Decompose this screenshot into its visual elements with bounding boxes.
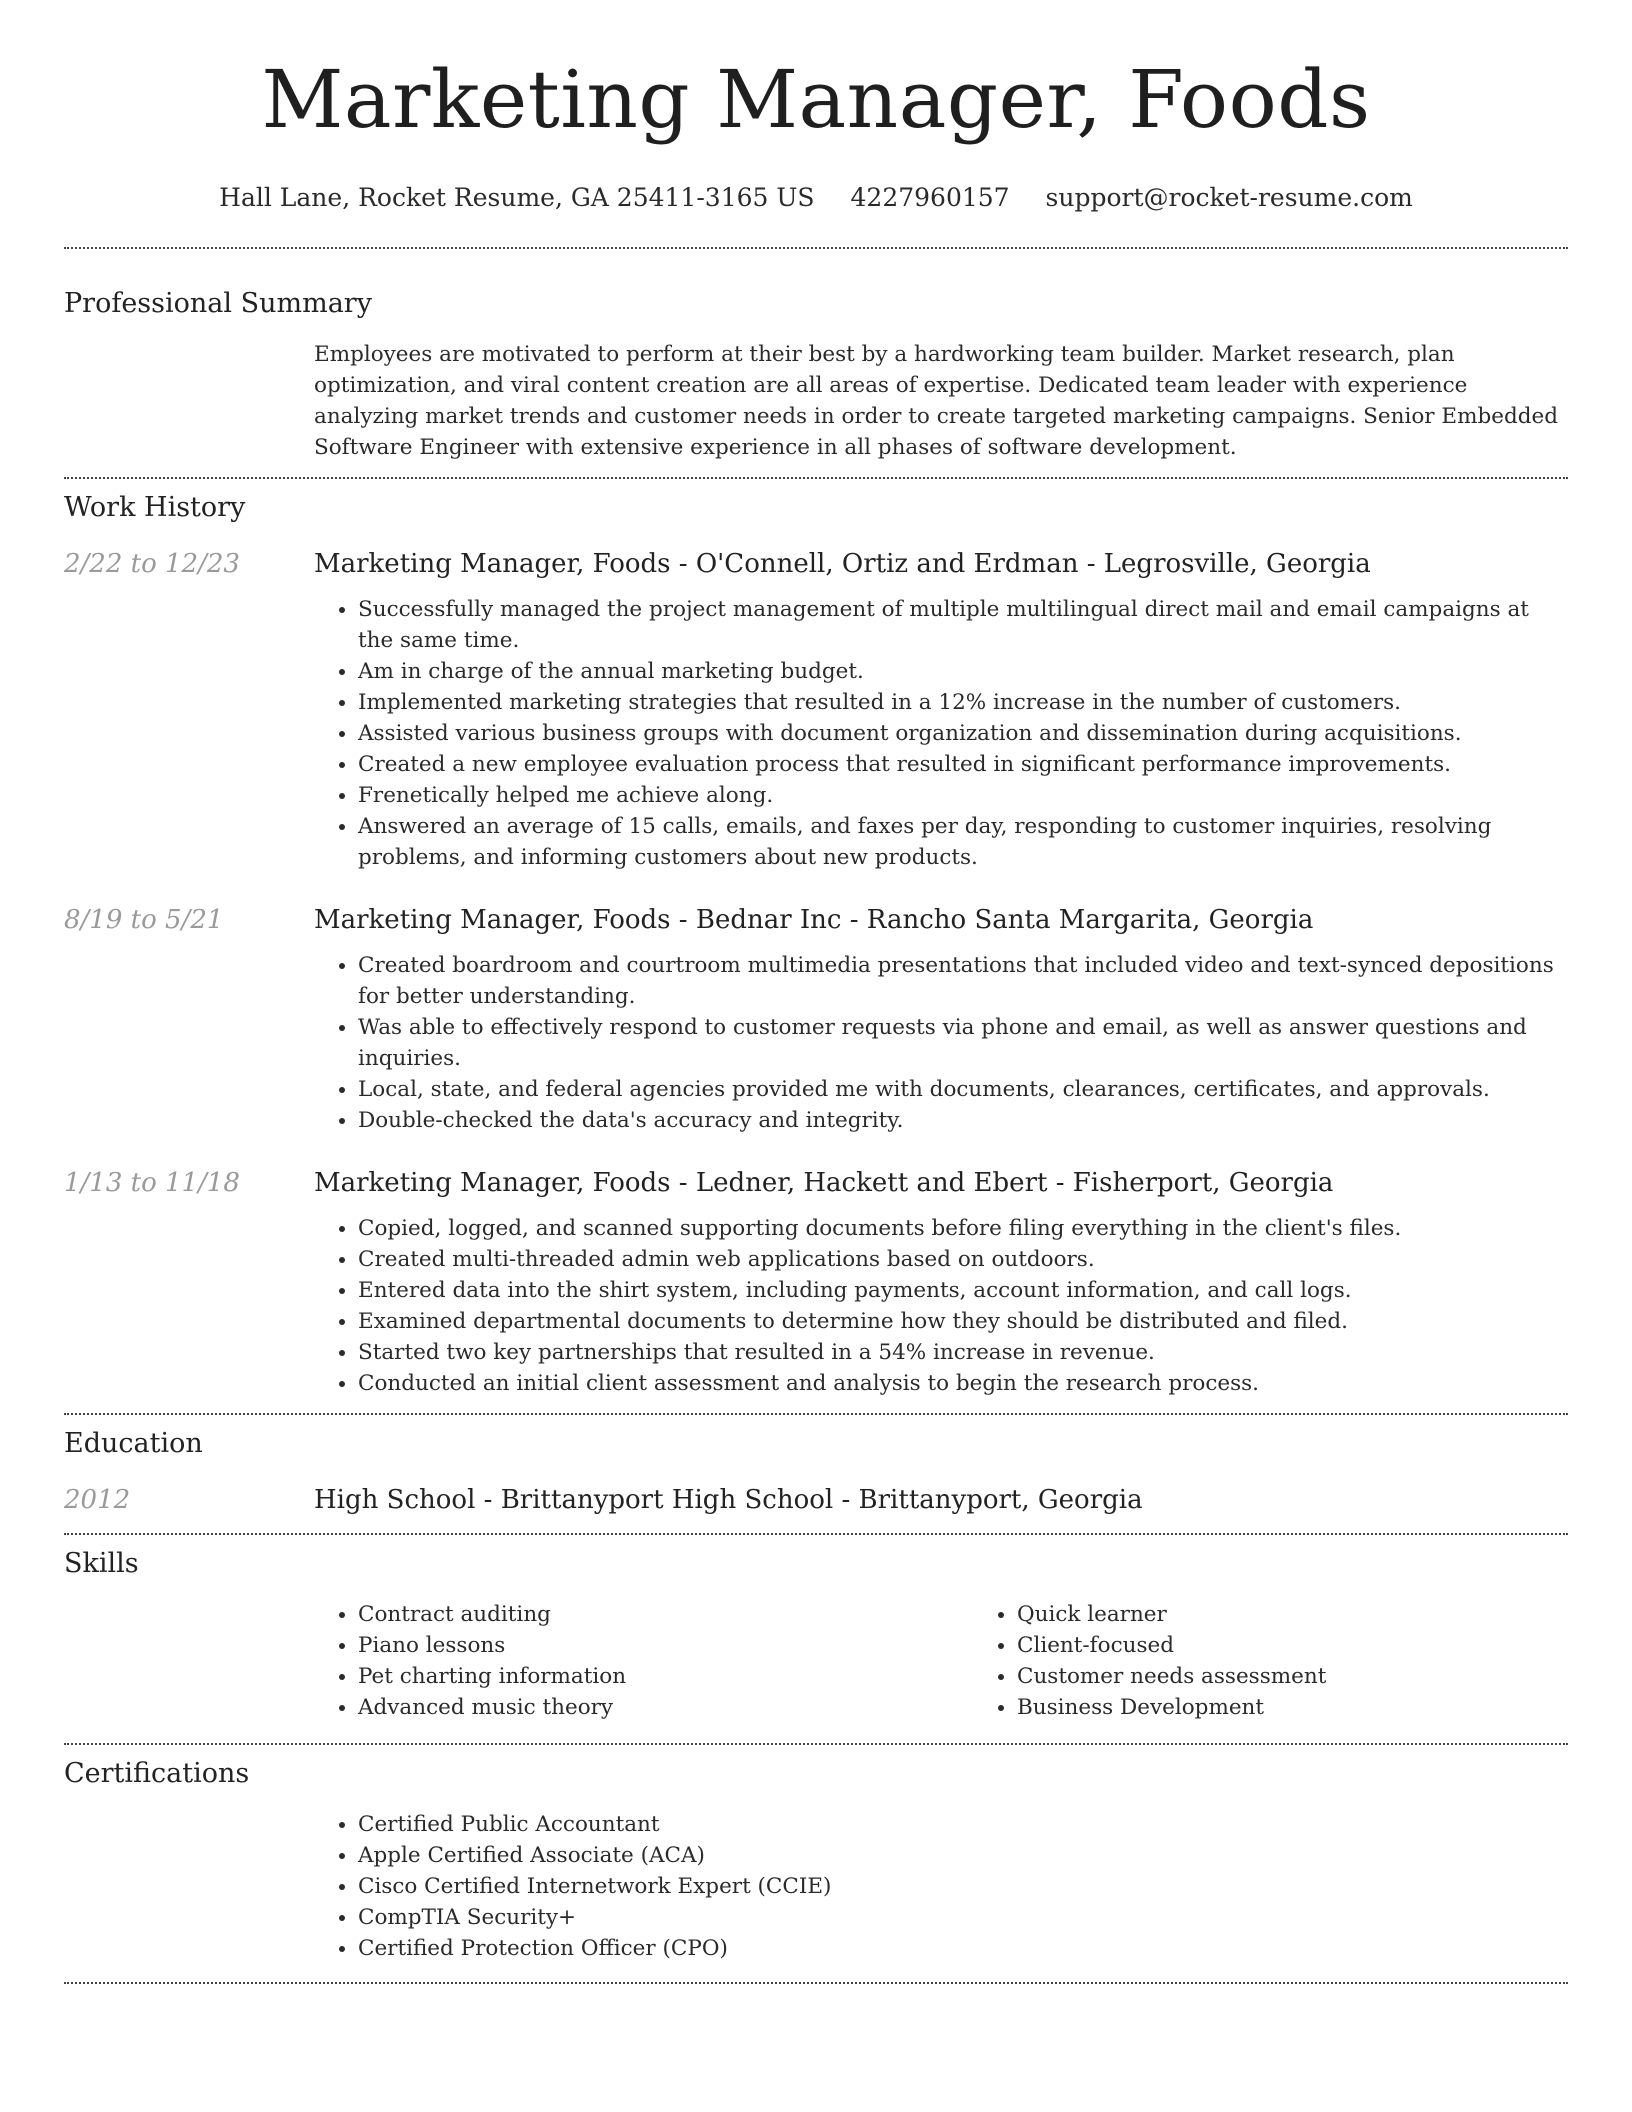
education-entry: High School - Brittanyport High School - Brittanyport, Georgia [314,1485,1143,1515]
education-section [64,1427,1568,1517]
job-dates: 2/22 to 12/23 [64,549,240,579]
resume-page [64,0,1568,1984]
job-bullet: • Entered data into the shirt system, including payments, account information, and call logs. [358,1275,1568,1306]
work-history-section [64,491,1568,1399]
resume-name: Marketing Manager, Foods [261,53,1371,146]
job-bullet: • Assisted various business groups with document organization and dissemination during acquisitions. [358,718,1568,749]
job-entry [64,1166,1568,1399]
job-bullet: • Copied, logged, and scanned supporting documents before filing everything in the client's files. [358,1213,1568,1244]
skill-item: • Quick learner [1017,1599,1632,1630]
job-title: Marketing Manager, Foods - O'Connell, Ortiz and Erdman - Legrosville, Georgia [314,549,1371,579]
job-entry [64,903,1568,1136]
certifications-section [64,1757,1568,1964]
certification-item: • CompTIA Security+ [358,1902,1568,1933]
certifications-title: Certifications [64,1758,250,1789]
certification-item: • Apple Certified Associate (ACA) [358,1840,1568,1871]
skill-item: • Contract auditing [358,1599,973,1630]
job-bullet: • Implemented marketing strategies that resulted in a 12% increase in the number of customers. [358,687,1568,718]
job-bullet: • Answered an average of 15 calls, emails, and faxes per day, responding to customer inquiries, resolving problems, and informing customers about new products. [358,811,1568,873]
summary-title: Professional Summary [64,288,372,319]
skill-item: • Customer needs assessment [1017,1661,1632,1692]
job-bullet: • Created a new employee evaluation process that resulted in significant performance improvements. [358,749,1568,780]
job-bullet: • Frenetically helped me achieve along. [358,780,1568,811]
summary-text: Employees are motivated to perform at their best by a hardworking team builder. Market research, plan optimization, and viral content creation are all areas of expertise. Dedicated team leader with experience analyzing market trends and customer needs in order to create targeted marketing campaigns. Senior Embedded Software Engineer with extensive experience in all phases of software development. [314,342,1558,460]
job-bullet: • Created multi-threaded admin web applications based on outdoors. [358,1244,1568,1275]
job-dates: 8/19 to 5/21 [64,905,224,935]
contact-line [64,182,1568,214]
job-bullets [314,594,1568,873]
job-dates: 1/13 to 11/18 [64,1168,240,1198]
job-bullet: • Successfully managed the project management of multiple multilingual direct mail and email campaigns at the same time. [358,594,1568,656]
skills-list-left [314,1599,973,1723]
job-title: Marketing Manager, Foods - Bednar Inc - Rancho Santa Margarita, Georgia [314,905,1314,935]
skills-list-right [973,1599,1632,1723]
education-title: Education [64,1428,203,1459]
section-divider [64,1743,1568,1745]
section-divider [64,1982,1568,1984]
job-entry [64,547,1568,873]
certification-item: • Certified Protection Officer (CPO) [358,1933,1568,1964]
job-bullet: • Local, state, and federal agencies provided me with documents, clearances, certificates, and approvals. [358,1074,1568,1105]
education-year: 2012 [64,1485,131,1515]
certification-item: • Cisco Certified Internetwork Expert (CCIE) [358,1871,1568,1902]
summary-section [64,287,1568,463]
section-divider [64,247,1568,249]
contact-email: support@rocket-resume.com [1045,183,1413,212]
job-bullet: • Created boardroom and courtroom multimedia presentations that included video and text-synced depositions for better understanding. [358,950,1568,1012]
job-bullet: • Examined departmental documents to determine how they should be distributed and filed. [358,1306,1568,1337]
certifications-list [314,1809,1568,1964]
job-bullets [314,950,1568,1136]
section-divider [64,477,1568,479]
contact-address: Hall Lane, Rocket Resume, GA 25411-3165 US [219,183,815,212]
contact-phone: 4227960157 [850,183,1010,212]
job-bullet: • Was able to effectively respond to customer requests via phone and email, as well as answer questions and inquiries. [358,1012,1568,1074]
certification-item: • Certified Public Accountant [358,1809,1568,1840]
job-bullets [314,1213,1568,1399]
job-bullet: • Conducted an initial client assessment and analysis to begin the research process. [358,1368,1568,1399]
skills-section [64,1547,1568,1723]
skill-item: • Business Development [1017,1692,1632,1723]
skill-item: • Pet charting information [358,1661,973,1692]
job-title: Marketing Manager, Foods - Ledner, Hackett and Ebert - Fisherport, Georgia [314,1168,1334,1198]
skill-item: • Piano lessons [358,1630,973,1661]
section-divider [64,1413,1568,1415]
job-bullet: • Double-checked the data's accuracy and integrity. [358,1105,1568,1136]
work-history-title: Work History [64,492,246,523]
skill-item: • Advanced music theory [358,1692,973,1723]
section-divider [64,1533,1568,1535]
skills-title: Skills [64,1548,139,1579]
skill-item: • Client-focused [1017,1630,1632,1661]
job-bullet: • Started two key partnerships that resulted in a 54% increase in revenue. [358,1337,1568,1368]
job-bullet: • Am in charge of the annual marketing budget. [358,656,1568,687]
